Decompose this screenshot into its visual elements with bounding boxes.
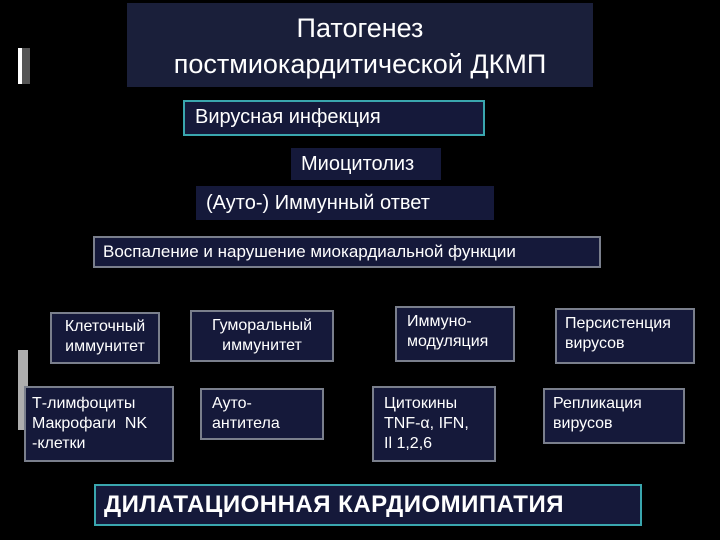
branch-3-top-line-1: Иммуно- [407, 313, 472, 330]
branch-persistence-detail [543, 388, 685, 444]
branch-humoral-immunity [190, 310, 334, 362]
result-dilated-cardiomyopathy [94, 484, 642, 526]
title-line-2: постмиокардитической ДКМП [173, 49, 547, 79]
branch-viral-persistence [555, 308, 695, 364]
branch-2-top-line-1: Гуморальный [211, 317, 313, 334]
branch-1-top-line-1: Клеточный [64, 318, 146, 335]
branch-4-bottom-line-2: вирусов [553, 415, 613, 432]
branch-3-bottom-line-3: Il 1,2,6 [384, 435, 433, 452]
branch-2-bottom-line-1: Ауто- [212, 395, 252, 412]
page-title [127, 3, 593, 87]
title-line-1: Патогенез [296, 13, 424, 43]
branch-1-bottom-line-2: Макрофаги NK [32, 415, 148, 432]
branch-cellular-detail [24, 386, 174, 462]
branch-immunomodulation [395, 306, 515, 362]
branch-1-bottom-line-3: -клетки [32, 435, 86, 452]
branch-3-top-line-2: модуляция [407, 333, 489, 350]
flow-step-3-label: (Ауто-) Иммунный ответ [206, 192, 430, 214]
flow-step-2-label: Миоцитолиз [301, 153, 415, 175]
branch-2-bottom-line-2: антитела [212, 415, 280, 432]
flow-step-immune-response [196, 186, 494, 220]
branch-immunomodulation-detail [372, 386, 496, 462]
flow-step-inflammation [93, 236, 601, 268]
branch-4-bottom-line-1: Репликация [553, 395, 642, 412]
left-accent-block [22, 48, 30, 84]
flow-step-myocytolysis [291, 148, 441, 180]
branch-3-bottom-line-1: Цитокины [384, 395, 458, 412]
flow-step-4-label: Воспаление и нарушение миокардиальной функции [103, 242, 516, 261]
branch-3-bottom-line-2: TNF-α, IFN, [384, 415, 469, 432]
branch-2-top-line-2: иммунитет [222, 337, 302, 354]
branch-4-top-line-1: Персистенция [565, 315, 671, 332]
flow-step-1-label: Вирусная инфекция [195, 106, 381, 128]
branch-1-bottom-line-1: Т-лимфоциты [32, 395, 136, 412]
branch-cellular-immunity [50, 312, 160, 364]
branch-1-top-line-2: иммунитет [65, 338, 145, 355]
branch-4-top-line-2: вирусов [565, 335, 625, 352]
branch-humoral-detail [200, 388, 324, 440]
result-label: ДИЛАТАЦИОННАЯ КАРДИОМИПАТИЯ [104, 491, 564, 518]
flow-step-viral-infection [183, 100, 485, 136]
